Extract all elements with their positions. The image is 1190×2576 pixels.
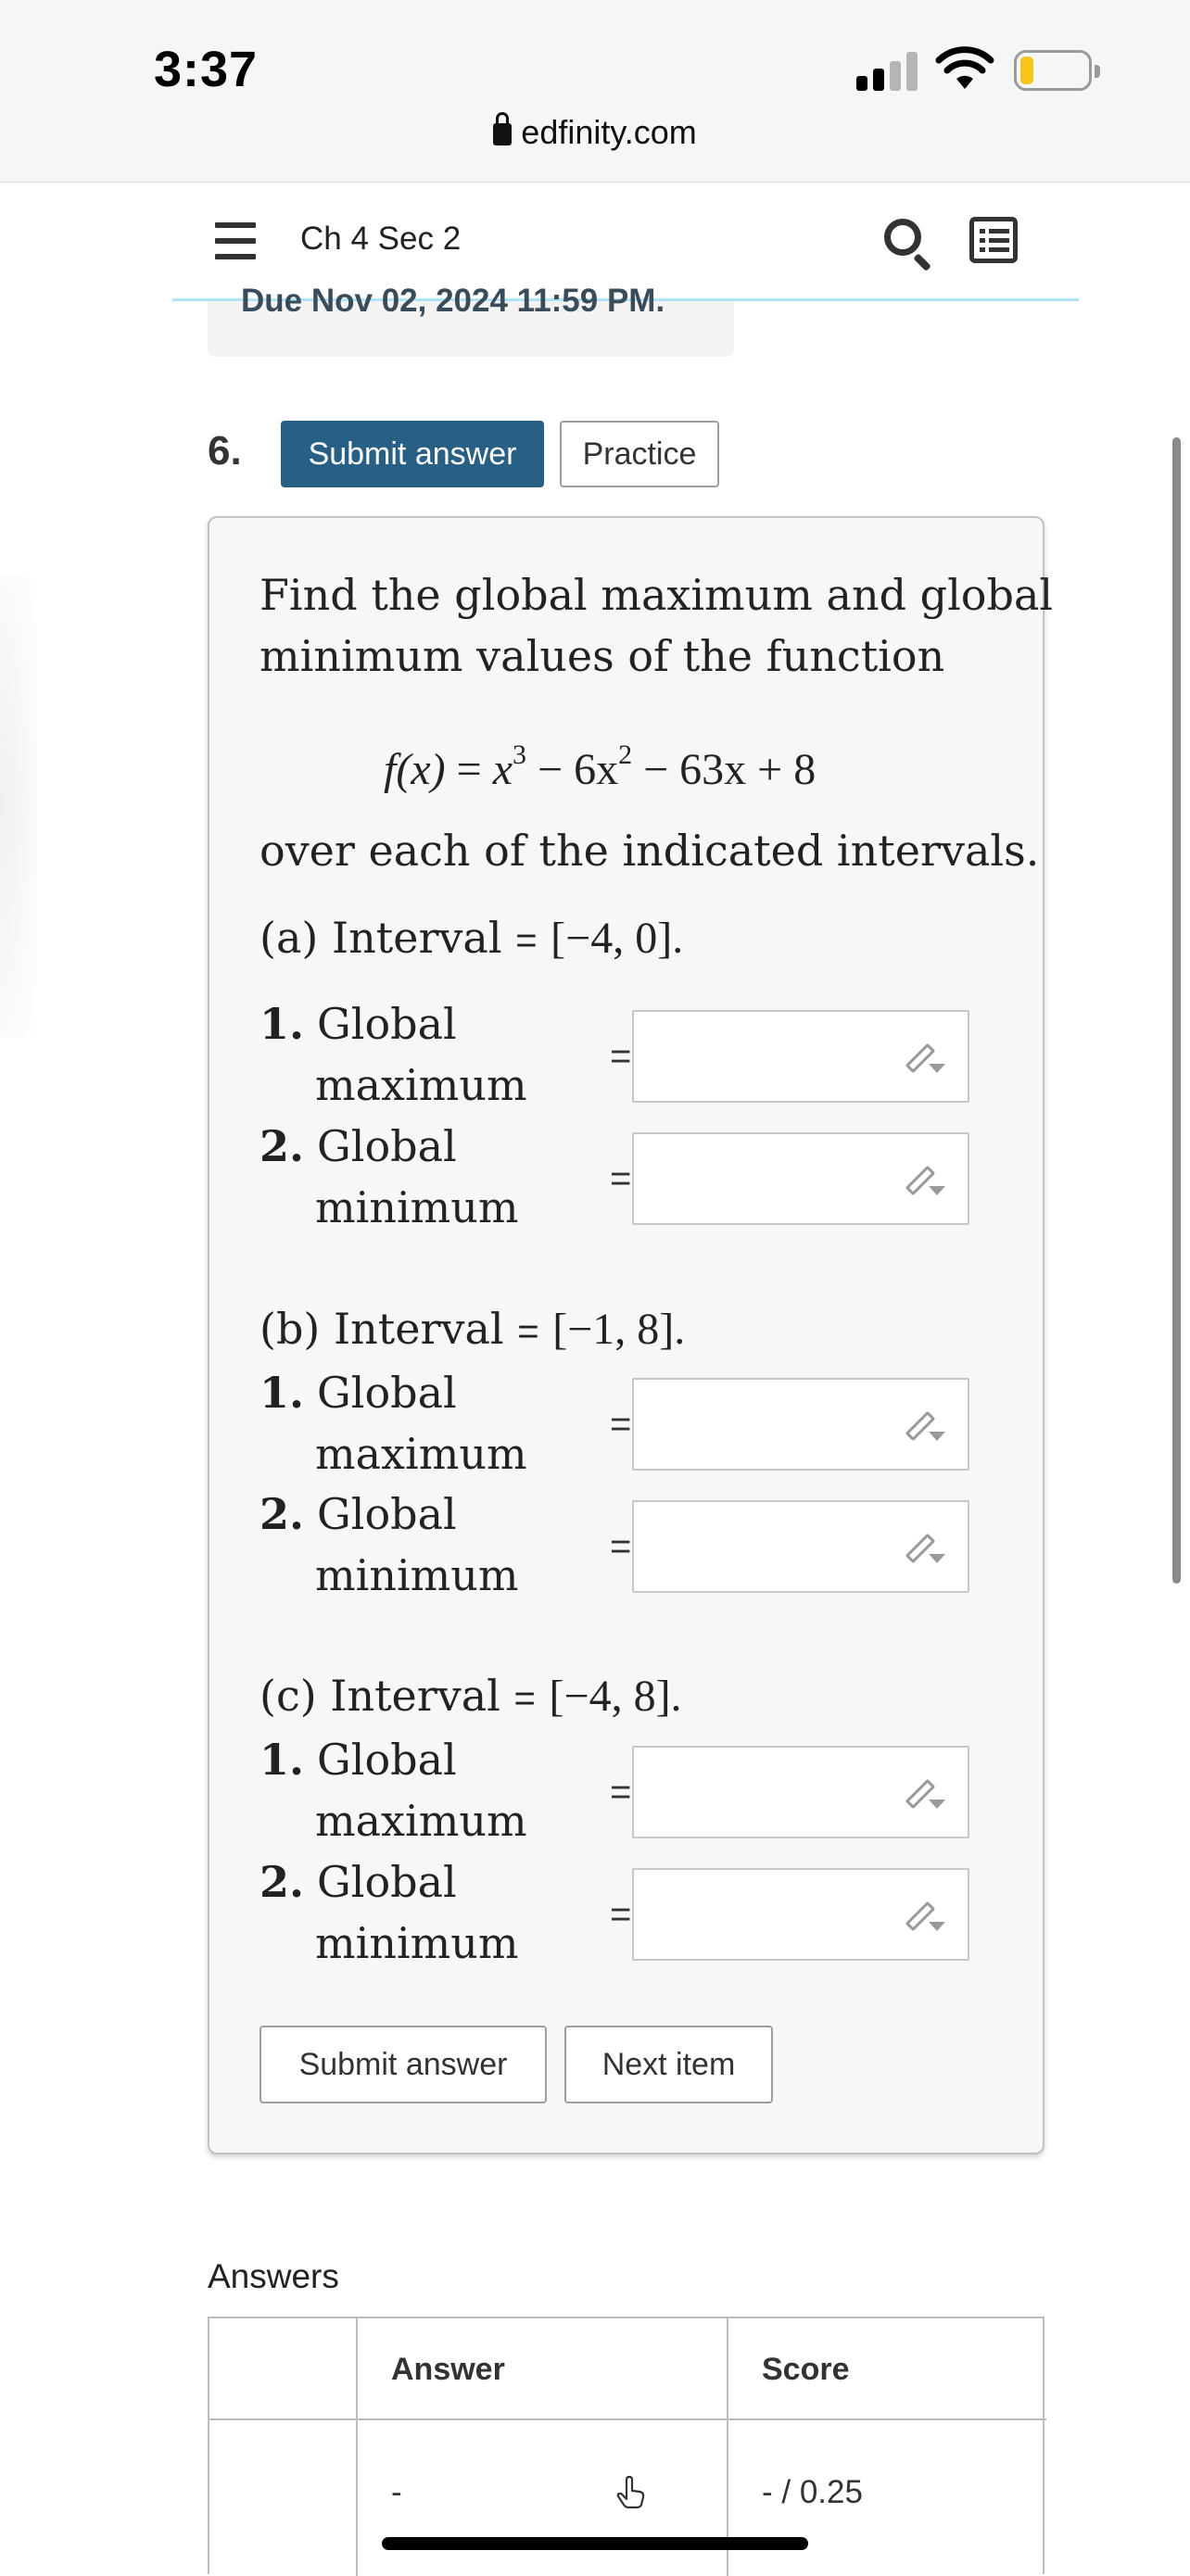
pencil-dropdown-icon[interactable] [901, 1408, 945, 1445]
part-a-item-1-label: 1. Global maximum [260, 999, 527, 1110]
problem-prompt-line3: over each of the indicated intervals. [260, 826, 1040, 876]
cellular-signal-icon [856, 48, 918, 91]
answer-input-a-min[interactable] [632, 1132, 969, 1225]
answers-table [208, 2317, 1044, 2574]
ios-status-bar [0, 0, 1190, 183]
part-a-interval: [−4, 0]. [551, 914, 684, 963]
pencil-dropdown-icon[interactable] [901, 1898, 945, 1935]
part-c-heading: (c) Interval = [−4, 8]. [260, 1671, 682, 1721]
practice-button[interactable]: Practice [560, 421, 719, 487]
part-c-item-1-label: 1. Global maximum [260, 1735, 527, 1846]
part-a-item-2-label: 2. Global minimum [260, 1121, 519, 1232]
interval-equals: = [515, 920, 538, 961]
pencil-dropdown-icon[interactable] [901, 1040, 945, 1077]
part-b-interval: [−1, 8]. [552, 1305, 686, 1354]
answer-input-a-max[interactable] [632, 1010, 969, 1103]
wifi-icon [936, 48, 994, 91]
answer-input-c-max[interactable] [632, 1746, 969, 1838]
url-text: edfinity.com [521, 113, 697, 151]
due-date-text: Due Nov 02, 2024 11:59 PM. [241, 283, 665, 319]
submit-answer-button[interactable]: Submit answer [281, 421, 544, 487]
battery-icon [1014, 50, 1092, 91]
part-b-item-2-label: 2. Global minimum [260, 1489, 519, 1600]
answer-equals: = [610, 1894, 632, 1935]
part-b-heading: (b) Interval = [−1, 8]. [260, 1304, 686, 1354]
hamburger-icon[interactable] [215, 222, 256, 259]
pencil-dropdown-icon[interactable] [901, 1775, 945, 1812]
url-bar[interactable] [0, 113, 1190, 152]
part-c-item-2-label: 2. Global minimum [260, 1857, 519, 1968]
next-item-button[interactable]: Next item [564, 2026, 773, 2103]
pencil-dropdown-icon[interactable] [901, 1530, 945, 1567]
row-answer: - [391, 2474, 402, 2510]
question-number: 6. [208, 428, 242, 474]
search-icon[interactable] [880, 215, 936, 271]
answer-equals: = [610, 1526, 632, 1567]
answer-equals: = [610, 1036, 632, 1077]
function-formula: $f(x) = x^3 - 6x^2 - 63x + 8$ [384, 739, 817, 794]
due-date-banner [208, 283, 734, 357]
answer-equals: = [610, 1158, 632, 1199]
pencil-dropdown-icon[interactable] [901, 1162, 945, 1199]
column-header-score: Score [762, 2352, 850, 2387]
answer-equals: = [610, 1772, 632, 1812]
problem-prompt-line2: minimum values of the function [260, 631, 945, 681]
answers-heading: Answers [208, 2257, 339, 2295]
problem-prompt-line1: Find the global maximum and global [260, 570, 1054, 620]
part-c-interval: [−4, 8]. [549, 1672, 682, 1721]
column-header-answer: Answer [391, 2352, 505, 2387]
answer-input-c-min[interactable] [632, 1868, 969, 1961]
row-score: - / 0.25 [762, 2474, 863, 2510]
breadcrumb[interactable]: Ch 4 Sec 2 [300, 221, 462, 257]
answer-equals: = [610, 1404, 632, 1445]
lock-icon [493, 123, 512, 145]
answer-input-b-min[interactable] [632, 1500, 969, 1593]
hand-pointer-icon[interactable] [615, 2476, 647, 2509]
interval-equals: = [513, 1678, 536, 1719]
interval-equals: = [517, 1311, 539, 1352]
home-indicator[interactable] [382, 2537, 808, 2550]
part-a-heading: (a) Interval = [−4, 0]. [260, 913, 684, 963]
status-time: 3:37 [154, 42, 259, 97]
edge-shadow [0, 575, 37, 1038]
scrollbar[interactable] [1172, 437, 1181, 1584]
part-b-item-1-label: 1. Global maximum [260, 1368, 527, 1479]
list-icon[interactable] [969, 217, 1018, 263]
submit-answer-bottom-button[interactable]: Submit answer [260, 2026, 547, 2103]
battery-level [1020, 57, 1033, 84]
answer-input-b-max[interactable] [632, 1378, 969, 1471]
